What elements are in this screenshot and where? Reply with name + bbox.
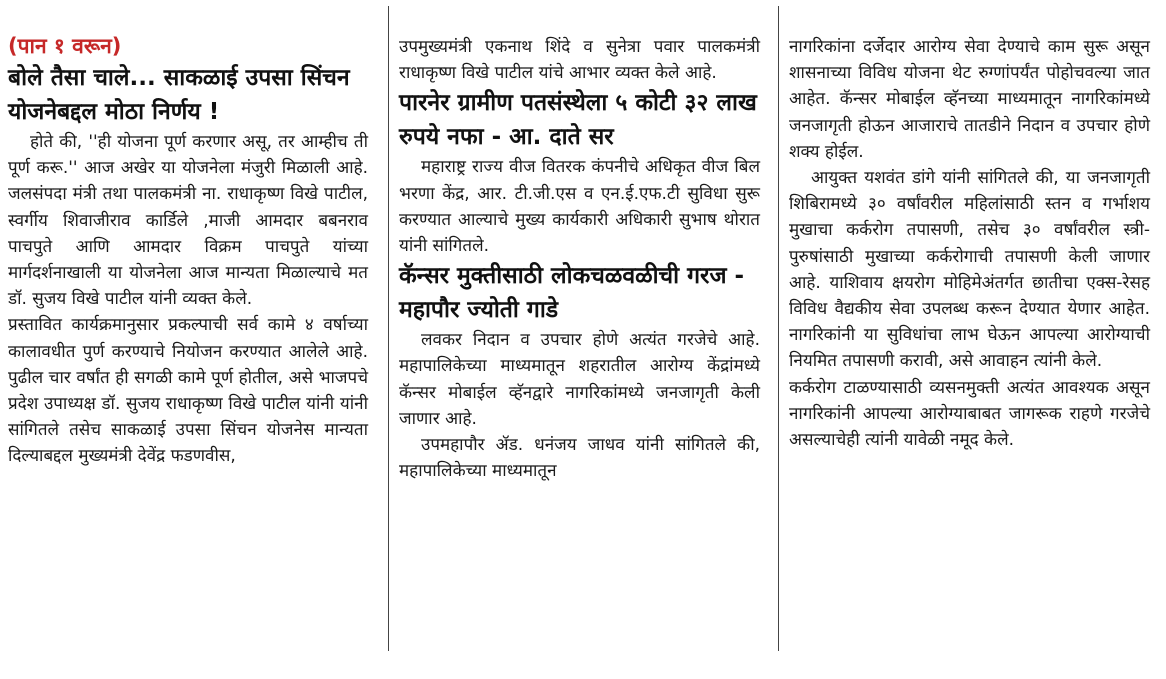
article-paragraph: उपमहापौर ॲड. धनंजय जाधव यांनी सांगितले की, महापालिकेच्या माध्यमातून [399, 435, 760, 482]
article-paragraph: महाराष्ट्र राज्य वीज वितरक कंपनीचे अधिकृत वीज बिल भरणा केंद्र, आर. टी.जी.एस व एन.ई.एफ.टी सुविधा सुरू करण्यात आल्याचे मुख्य कार्यकारी अधिकारी सुभाष थोरात यांनी सांगितले. [399, 157, 760, 257]
article-paragraph: आयुक्त यशवंत डांगे यांनी सांगितले की, या जनजागृती शिबिरामध्ये ३० वर्षांवरील महिलांसाठी स्तन व गर्भाशय मुखाचा कर्करोग तपासणी, तसेच ३० वर्षांवरील स्त्री-पुरुषांसाठी मुखाच्या कर्करोगाची तपासणी केली जाणार आहे. याशिवाय क्षयरोग मोहिमेअंतर्गत छातीचा एक्स-रेसह विविध वैद्यकीय सेवा उपलब्ध करून देण्यात येणार आहेत. नागरिकांनी या सुविधांचा लाभ घेऊन आपल्या आरोग्याची नियमित तपासणी करावी, असे आवाहन त्यांनी केले. [789, 168, 1150, 372]
article-paragraph: उपमुख्यमंत्री एकनाथ शिंदे व सुनेत्रा पवार पालकमंत्री राधाकृष्ण विखे पाटील यांचे आभार व्यक्त केले आहे. [399, 37, 760, 84]
headline-sakalai: बोले तैसा चाले... साकळाई उपसा सिंचन योजनेबद्दल मोठा निर्णय ! [8, 65, 350, 125]
column-1 [0, 0, 388, 679]
headline-parner-patsanstha: पारनेर ग्रामीण पतसंस्थेला ५ कोटी ३२ लाख रुपये नफा - आ. दाते सर [399, 90, 757, 151]
column-3 [779, 0, 1166, 679]
article-paragraph: होते की, ''ही योजना पूर्ण करणार असू, तर आम्हीच ती पूर्ण करू.'' आज अखेर या योजनेला मंजुरी मिळाली आहे. जलसंपदा मंत्री तथा पालकमंत्री ना. राधाकृष्ण विखे पाटील, स्वर्गीय शिवाजीराव कार्डिले ,माजी आमदार बबनराव पाचपुते आणि आमदार विक्रम पाचपुते यांच्या मार्गदर्शनाखाली या योजनेला आज मान्यता मिळाल्याचे मत डॉ. सुजय विखे पाटील यांनी व्यक्त केले. [8, 132, 368, 310]
article-paragraph: लवकर निदान व उपचार होणे अत्यंत गरजेचे आहे. महापालिकेच्या माध्यमातून शहरातील आरोग्य केंद्रांमध्ये कॅन्सर मोबाईल व्हॅनद्वारे नागरिकांमध्ये जनजागृती केली जाणार आहे. [399, 330, 760, 429]
headline-cancer-awareness: कॅन्सर मुक्तीसाठी लोकचळवळीची गरज - महापौर ज्योती गाडे [399, 263, 745, 324]
article-paragraph: कर्करोग टाळण्यासाठी व्यसनमुक्ती अत्यंत आवश्यक असून नागरिकांनी आपल्या आरोग्याबाबत जागरूक राहणे गरजेचे असल्याचेही त्यांनी यावेळी नमूद केले. [789, 377, 1150, 451]
article-paragraph: प्रस्तावित कार्यक्रमानुसार प्रकल्पाची सर्व कामे ४ वर्षाच्या कालावधीत पुर्ण करण्याचे नियोजन करण्यात आलेले आहे. पुढील चार वर्षांत ही सगळी कामे पूर्ण होतील, असे भाजपचे प्रदेश उपाध्यक्ष डॉ. सुजय राधाकृष्ण विखे पाटील यांनी यांनी सांगितले तसेच साकळाई उपसा सिंचन योजनेस मान्यता दिल्याबद्दल मुख्यमंत्री देवेंद्र फडणवीस, [8, 315, 368, 467]
continuation-label: (पान १ वरून) [8, 34, 122, 58]
column-2 [389, 0, 778, 679]
article-paragraph: नागरिकांना दर्जेदार आरोग्य सेवा देण्याचे काम सुरू असून शासनाच्या विविध योजना थेट रुग्णांपर्यंत पोहोचवल्या जात आहेत. कॅन्सर मोबाईल व्हॅनच्या माध्यमातून नागरिकांमध्ये जनजागृती होऊन आजाराचे तातडीने निदान व उपचार होणे शक्य होईल. [789, 37, 1150, 162]
